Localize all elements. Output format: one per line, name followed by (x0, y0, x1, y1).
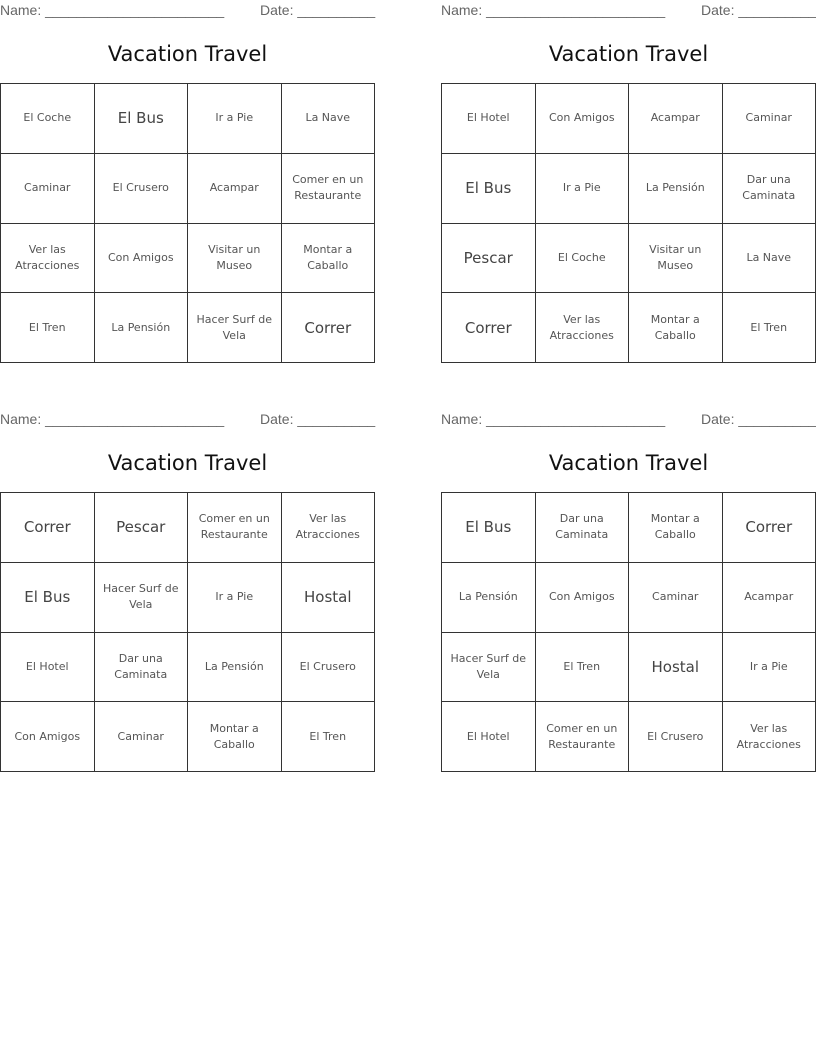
bingo-cell: Correr (282, 293, 376, 363)
bingo-cell: El Tren (723, 293, 816, 363)
name-field-label: Name: _______________________ (441, 2, 666, 18)
card-title: Vacation Travel (107, 451, 268, 475)
bingo-cell: La Pensión (629, 154, 723, 224)
bingo-cell: Correr (723, 493, 816, 563)
bingo-card-1 (0, 0, 375, 372)
bingo-cell: El Bus (442, 493, 536, 563)
date-field-label: Date: __________ (701, 2, 816, 18)
bingo-cell: Hostal (629, 633, 723, 703)
bingo-cell: El Coche (536, 224, 630, 294)
bingo-cell: El Tren (282, 702, 376, 772)
bingo-cell: La Nave (723, 224, 816, 294)
date-field-label: Date: __________ (701, 411, 816, 427)
bingo-cell: Montar a Caballo (629, 293, 723, 363)
date-field-label: Date: __________ (260, 411, 376, 427)
bingo-cell: Con Amigos (1, 702, 95, 772)
bingo-cell: La Pensión (188, 633, 282, 703)
card-title: Vacation Travel (548, 42, 709, 66)
bingo-cell: Dar una Caminata (536, 493, 630, 563)
bingo-cell: El Hotel (442, 84, 536, 154)
bingo-cell: Caminar (723, 84, 816, 154)
bingo-cell: Con Amigos (536, 563, 630, 633)
bingo-cell: Caminar (629, 563, 723, 633)
bingo-cell: Montar a Caballo (282, 224, 376, 294)
bingo-cell: Pescar (442, 224, 536, 294)
bingo-cell: Hacer Surf de Vela (442, 633, 536, 703)
bingo-cell: Ir a Pie (536, 154, 630, 224)
bingo-cell: Con Amigos (95, 224, 189, 294)
bingo-cell: La Nave (282, 84, 376, 154)
bingo-cell: Acampar (188, 154, 282, 224)
bingo-cell: Ver las Atracciones (723, 702, 816, 772)
bingo-cell: El Crusero (282, 633, 376, 703)
bingo-cell: El Bus (442, 154, 536, 224)
bingo-grid (0, 492, 375, 772)
bingo-cell: Acampar (723, 563, 816, 633)
bingo-cell: Ir a Pie (723, 633, 816, 703)
card-header (0, 2, 375, 20)
card-header (441, 411, 816, 429)
bingo-cell: Hacer Surf de Vela (95, 563, 189, 633)
bingo-grid (441, 492, 816, 772)
bingo-cell: El Bus (1, 563, 95, 633)
bingo-cell: La Pensión (95, 293, 189, 363)
bingo-cell: Ir a Pie (188, 84, 282, 154)
card-title: Vacation Travel (548, 451, 709, 475)
bingo-cell: Montar a Caballo (629, 493, 723, 563)
bingo-cell: El Coche (1, 84, 95, 154)
bingo-cell: La Pensión (442, 563, 536, 633)
bingo-grid (441, 83, 816, 363)
bingo-cell: Correr (442, 293, 536, 363)
card-header (0, 411, 375, 429)
bingo-cell: Ver las Atracciones (282, 493, 376, 563)
bingo-cell: Caminar (1, 154, 95, 224)
bingo-cell: Ver las Atracciones (1, 224, 95, 294)
bingo-card-3 (0, 409, 375, 781)
bingo-cell: El Hotel (442, 702, 536, 772)
bingo-cell: El Crusero (629, 702, 723, 772)
bingo-cell: Dar una Caminata (723, 154, 816, 224)
bingo-cell: Comer en un Restaurante (536, 702, 630, 772)
name-field-label: Name: _______________________ (0, 411, 225, 427)
name-field-label: Name: _______________________ (0, 2, 225, 18)
card-title: Vacation Travel (107, 42, 268, 66)
bingo-cell: El Tren (536, 633, 630, 703)
bingo-cell: Visitar un Museo (629, 224, 723, 294)
bingo-cell: Visitar un Museo (188, 224, 282, 294)
bingo-grid (0, 83, 375, 363)
bingo-cell: Dar una Caminata (95, 633, 189, 703)
bingo-cell: Correr (1, 493, 95, 563)
bingo-cell: El Tren (1, 293, 95, 363)
card-header (441, 2, 816, 20)
bingo-card-2 (441, 0, 816, 372)
bingo-cell: Caminar (95, 702, 189, 772)
bingo-cell: Con Amigos (536, 84, 630, 154)
bingo-cell: El Crusero (95, 154, 189, 224)
bingo-cell: El Hotel (1, 633, 95, 703)
bingo-cell: Comer en un Restaurante (188, 493, 282, 563)
bingo-cell: Hacer Surf de Vela (188, 293, 282, 363)
bingo-cell: El Bus (95, 84, 189, 154)
bingo-cell: Ver las Atracciones (536, 293, 630, 363)
bingo-card-4 (441, 409, 816, 781)
date-field-label: Date: __________ (260, 2, 376, 18)
name-field-label: Name: _______________________ (441, 411, 666, 427)
bingo-cell: Hostal (282, 563, 376, 633)
bingo-cell: Acampar (629, 84, 723, 154)
bingo-cell: Comer en un Restaurante (282, 154, 376, 224)
bingo-cell: Ir a Pie (188, 563, 282, 633)
bingo-cell: Pescar (95, 493, 189, 563)
bingo-cell: Montar a Caballo (188, 702, 282, 772)
